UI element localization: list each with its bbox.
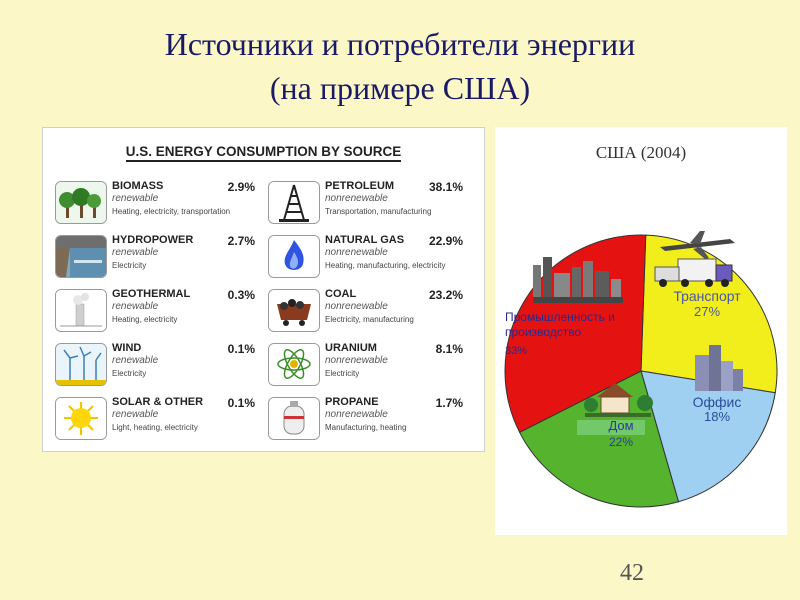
- source-petroleum: [268, 180, 473, 226]
- source-wind: [55, 342, 265, 388]
- pie-chart-panel: [495, 127, 787, 535]
- source-type: renewable: [112, 355, 159, 366]
- slice-label: Оффис: [692, 394, 742, 410]
- source-uses: Heating, electricity: [112, 315, 178, 324]
- source-percent: 2.9%: [227, 180, 255, 194]
- source-coal: [268, 288, 473, 334]
- source-name: BIOMASS: [112, 180, 164, 192]
- source-uses: Electricity: [325, 369, 360, 378]
- source-percent: 0.3%: [227, 288, 255, 302]
- dam-icon: [55, 235, 107, 278]
- source-type: nonrenewable: [325, 247, 388, 258]
- source-type: nonrenewable: [325, 409, 388, 420]
- source-hydropower: [55, 234, 265, 280]
- pie-chart: [495, 127, 787, 535]
- propane-tank-icon: [268, 397, 320, 440]
- atom-icon: [268, 343, 320, 386]
- source-uses: Transportation, manufacturing: [325, 207, 432, 216]
- source-biomass: [55, 180, 265, 226]
- source-uses: Manufacturing, heating: [325, 423, 407, 432]
- source-percent: 0.1%: [227, 396, 255, 410]
- coal-cart-icon: [268, 289, 320, 332]
- title-line-1: Источники и потребители энергии: [164, 26, 636, 62]
- wind-turbine-icon: [55, 343, 107, 386]
- source-name: URANIUM: [325, 342, 377, 354]
- trees-icon: [55, 181, 107, 224]
- geothermal-icon: [55, 289, 107, 332]
- source-solar: [55, 396, 265, 442]
- source-percent: 38.1%: [428, 180, 463, 194]
- source-natural-gas: [268, 234, 473, 280]
- page-number: 42: [620, 560, 644, 586]
- source-uses: Light, heating, electricity: [112, 423, 198, 432]
- source-uses: Electricity: [112, 261, 147, 270]
- source-name: NATURAL GAS: [325, 234, 405, 246]
- slice-label: Транспорт: [673, 288, 741, 304]
- title-line-2: (на примере США): [269, 70, 531, 106]
- panel-title: U.S. ENERGY CONSUMPTION BY SOURCE: [43, 144, 484, 159]
- source-geothermal: [55, 288, 265, 334]
- source-propane: [268, 396, 473, 442]
- slide-title: [0, 22, 800, 110]
- source-percent: 1.7%: [435, 396, 463, 410]
- source-percent: 23.2%: [428, 288, 463, 302]
- source-name: WIND: [112, 342, 142, 354]
- slice-value: 33%: [505, 345, 528, 357]
- source-percent: 8.1%: [435, 342, 463, 356]
- source-type: renewable: [112, 301, 159, 312]
- slice-value: 18%: [703, 409, 731, 424]
- slice-label: Дом: [608, 418, 634, 433]
- source-uranium: [268, 342, 473, 388]
- source-type: nonrenewable: [325, 193, 388, 204]
- gas-flame-icon: [268, 235, 320, 278]
- source-name: GEOTHERMAL: [112, 288, 191, 300]
- source-name: PROPANE: [325, 396, 379, 408]
- slice-value: 22%: [608, 435, 634, 449]
- source-name: COAL: [325, 288, 357, 300]
- pie-title: США (2004): [595, 143, 687, 162]
- sun-icon: [55, 397, 107, 440]
- source-type: renewable: [112, 193, 159, 204]
- source-uses: Heating, electricity, transportation: [112, 207, 231, 216]
- source-name: SOLAR & OTHER: [112, 396, 204, 408]
- source-type: renewable: [112, 409, 159, 420]
- source-type: nonrenewable: [325, 301, 388, 312]
- source-name: HYDROPOWER: [112, 234, 194, 246]
- source-uses: Electricity, manufacturing: [325, 315, 414, 324]
- source-uses: Heating, manufacturing, electricity: [325, 261, 446, 270]
- oil-derrick-icon: [268, 181, 320, 224]
- source-uses: Electricity: [112, 369, 147, 378]
- slice-label: Промышленность и производство: [505, 310, 615, 339]
- source-type: renewable: [112, 247, 159, 258]
- source-percent: 22.9%: [428, 234, 463, 248]
- slice-value: 27%: [693, 304, 721, 319]
- source-type: nonrenewable: [325, 355, 388, 366]
- source-name: PETROLEUM: [325, 180, 395, 192]
- source-percent: 2.7%: [227, 234, 255, 248]
- source-percent: 0.1%: [227, 342, 255, 356]
- energy-sources-panel: [42, 127, 485, 452]
